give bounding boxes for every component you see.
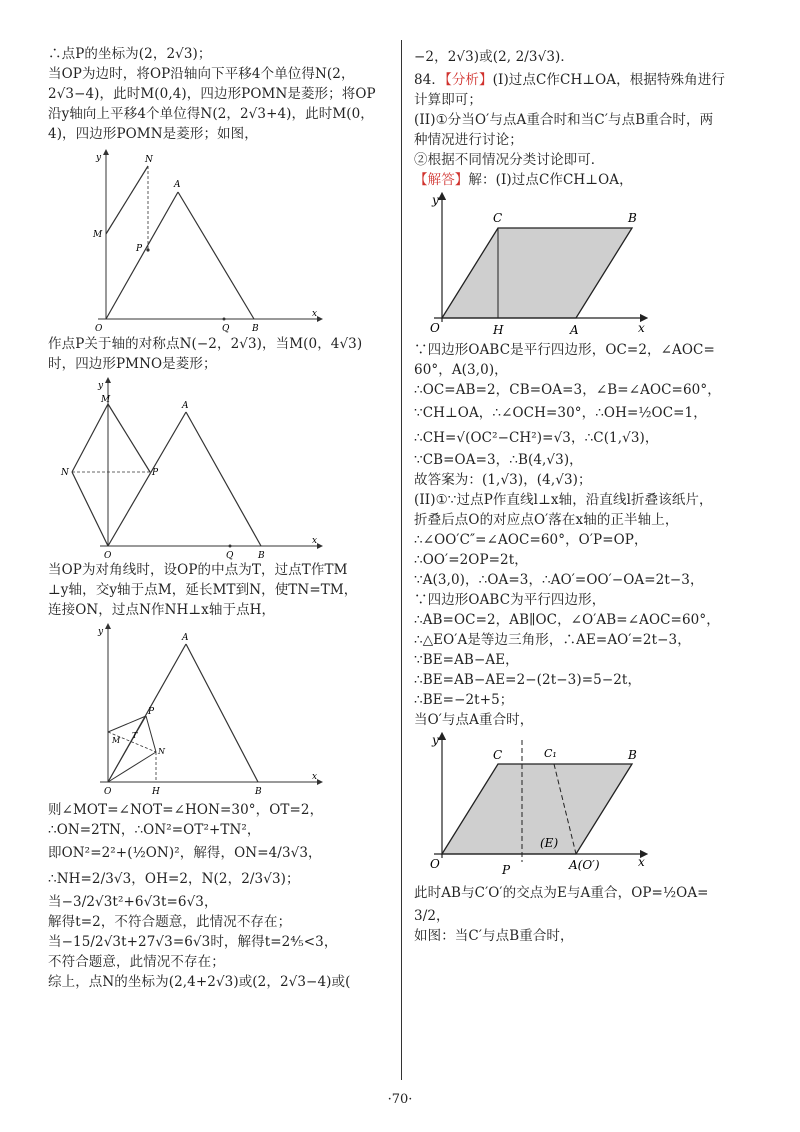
left-column <box>48 44 393 992</box>
label-b: B <box>258 551 265 560</box>
label-y: y <box>98 381 104 391</box>
label-b: B <box>255 787 262 797</box>
figure-rhombus-translate <box>58 144 338 334</box>
label-y: y <box>98 627 104 637</box>
segment-pn <box>146 716 156 752</box>
text-line: ∴△EO′A是等边三角形，∴AE=AO′=2t−3， <box>414 632 691 648</box>
label-c-prime: C₁ <box>544 747 557 760</box>
text-line: ∴AB=OC=2，AB∥OC，∠O′AB=∠AOC=60°， <box>414 612 720 628</box>
label-x: x <box>312 536 318 546</box>
left-text-block-3 <box>48 560 393 620</box>
text-line: 如图：当C′与点B重合时， <box>414 928 574 944</box>
text-line: ∵BE=AB−AE， <box>414 652 519 668</box>
page-number: ·70· <box>387 1092 413 1107</box>
text-line: ②根据不同情况分类讨论即可． <box>414 152 605 168</box>
label-e: (E) <box>540 836 559 850</box>
figure-rhombus-reflect <box>58 374 338 560</box>
text-line: ∴ON=2TN，∴ON²=OT²+TN²， <box>48 822 261 838</box>
label-y: y <box>432 193 439 207</box>
analysis-tag: 【分析】 <box>444 72 493 88</box>
label-m: M <box>101 395 111 405</box>
text-line: 综上，点N的坐标为(2,4+2√3)或(2，2√3−4)或( <box>48 974 351 990</box>
text-line: 当OP为边时，将OP沿轴向下平移4个单位得N(2， <box>48 66 355 82</box>
text-line: ⊥y轴，交y轴于点M，延长MT到N，使TN=TM， <box>48 582 358 598</box>
text-line: ∴∠OO′C″=∠AOC=60°，O′P=OP， <box>414 532 648 548</box>
figure-parallelogram <box>416 190 656 340</box>
text-line: 计算即可； <box>414 92 482 108</box>
left-text-block-2 <box>48 334 393 374</box>
left-text-block-4 <box>48 800 393 992</box>
text-line: ∵四边形OABC为平行四边形， <box>414 592 606 608</box>
text-line: 作点P关于轴的对称点N(−2，2√3)，当M(0，4√3) <box>48 336 363 352</box>
label-y: y <box>96 153 102 163</box>
label-p: P <box>136 244 143 254</box>
text-line: 当−3/2√3t²+6√3t=6√3， <box>48 894 218 910</box>
label-p: P <box>148 707 155 717</box>
label-o: O <box>104 551 112 560</box>
problem-analysis-line <box>414 70 754 90</box>
text-line: 沿y轴向上平移4个单位得N(2，2√3+4)，此时M(0， <box>48 106 374 122</box>
label-n: N <box>61 468 69 478</box>
text-line: 不符合题意，此情况不存在； <box>48 954 225 970</box>
text-line: 折叠后点O的对应点O′落在x轴的正半轴上， <box>414 512 679 528</box>
problem-number: 84． <box>414 72 445 88</box>
segment-no <box>72 472 108 546</box>
parallelogram-oabc <box>442 228 632 318</box>
answer-text: 解：(I)过点C作CH⊥OA， <box>468 172 633 188</box>
text-line: ∴NH=2/3√3，OH=2，N(2，2/3√3)； <box>48 871 300 887</box>
text-line: ∵A(3,0)，∴OA=3，∴AO′=OO′−OA=2t−3， <box>414 572 704 588</box>
text-line: 2√3−4)，此时M(0,4)，四边形POMN是菱形；将OP <box>48 86 376 102</box>
label-p: P <box>502 863 511 877</box>
text-line: ∴OC=AB=2，CB=OA=3，∠B=∠AOC=60°， <box>414 382 721 398</box>
label-m: M <box>93 230 103 240</box>
label-q: Q <box>226 551 234 560</box>
text-line: 当O′与点A重合时， <box>414 712 534 728</box>
text-line: ∴OO′=2OP=2t， <box>414 552 528 568</box>
label-x: x <box>638 855 645 869</box>
text-line: ∴BE=AB−AE=2−(2t−3)=5−2t， <box>414 672 642 688</box>
text-line: −2，2√3)或(2, 2/3√3)． <box>414 49 574 65</box>
segment-ab <box>186 644 258 782</box>
label-t: T <box>132 731 138 740</box>
text-line: 故答案为：(1,√3)，(4,√3)； <box>414 472 592 488</box>
text-line: 即ON²=2²+(½ON)²，解得，ON=4/3√3， <box>48 845 322 861</box>
label-c: C <box>493 748 503 762</box>
text-line: (II)①分当O′与点A重合时和当C′与点B重合时，两 <box>414 112 714 128</box>
text-line: ∴CH=√(OC²−CH²)=√3，∴C(1,√3)， <box>414 430 659 446</box>
text-line: ∴BE=−2t+5； <box>414 692 514 708</box>
text-line: 则∠MOT=∠NOT=∠HON=30°，OT=2， <box>48 802 324 818</box>
segment-mn <box>72 404 108 472</box>
text-line: 时，四边形PMNO是菱形； <box>48 356 217 372</box>
text-line: (II)①∵过点P作直线l⊥x轴，沿直线l折叠该纸片， <box>414 492 713 508</box>
label-x: x <box>312 309 318 319</box>
text-line: 连接ON，过点N作NH⊥x轴于点H， <box>48 602 276 618</box>
label-b: B <box>628 748 637 762</box>
label-m: M <box>112 736 121 745</box>
label-p: P <box>152 468 159 478</box>
point-q <box>223 318 226 321</box>
text-line: ∵CB=OA=3，∴B(4,√3)， <box>414 452 583 468</box>
label-b: B <box>252 324 259 334</box>
label-b: B <box>628 211 637 225</box>
label-x: x <box>638 321 645 335</box>
label-a-o-prime: A(O′) <box>569 858 600 872</box>
label-a: A <box>182 633 189 643</box>
text-line: 当OP为对角线时，设OP的中点为T，过点T作TM <box>48 562 348 578</box>
text-line: 当−15/2√3t+27√3=6√3时，解得t=2⁴⁄₅<3， <box>48 934 338 950</box>
text-line: 3/2， <box>414 908 450 924</box>
figure-rhombus-diagonal <box>58 620 338 800</box>
label-o: O <box>430 321 440 335</box>
segment-mp <box>108 404 150 472</box>
segment-ab <box>186 412 261 546</box>
segment-on <box>108 752 156 782</box>
right-column <box>414 44 754 946</box>
column-divider <box>401 40 402 1080</box>
segment-ab <box>178 192 254 319</box>
label-x: x <box>312 772 318 782</box>
answer-tag: 【解答】 <box>414 172 469 188</box>
segment-mn <box>106 166 148 234</box>
text-line: ∵CH⊥OA，∴∠OCH=30°，∴OH=½OC=1， <box>414 405 707 421</box>
label-a: A <box>570 323 579 337</box>
label-o: O <box>104 787 112 797</box>
label-c: C <box>493 211 503 225</box>
answer-line <box>414 170 754 190</box>
text-line: 种情况进行讨论； <box>414 132 523 148</box>
label-h: H <box>152 787 160 797</box>
label-y: y <box>432 733 439 747</box>
text-line: ∵四边形OABC是平行四边形，OC=2，∠AOC= <box>414 342 715 358</box>
analysis-text: (I)过点C作CH⊥OA，根据特殊角进行 <box>492 72 725 88</box>
point-p <box>146 248 149 251</box>
label-o: O <box>95 324 103 334</box>
label-o: O <box>430 857 440 871</box>
text-line: 4)，四边形POMN是菱形；如图， <box>48 126 258 142</box>
text-line: 此时AB与C′O′的交点为E与A重合，OP=½OA= <box>414 885 709 901</box>
label-a: A <box>174 180 181 190</box>
left-text-block-1 <box>48 44 393 144</box>
label-h: H <box>493 323 504 337</box>
text-line: 解得t=2，不符合题意，此情况不存在； <box>48 914 292 930</box>
label-a: A <box>182 401 189 411</box>
segment-oa <box>108 412 186 546</box>
text-line: 60°，A(3,0)， <box>414 362 508 378</box>
label-n: N <box>145 155 153 165</box>
label-q: Q <box>222 324 230 334</box>
segment-oa <box>106 192 178 319</box>
diagonal-op <box>108 716 146 782</box>
parallelogram-oabc <box>442 764 632 854</box>
label-n: N <box>158 747 165 756</box>
point-q <box>229 545 232 548</box>
text-line: ∴点P的坐标为(2，2√3)； <box>48 46 212 62</box>
figure-fold-o-prime-at-a <box>416 730 656 880</box>
